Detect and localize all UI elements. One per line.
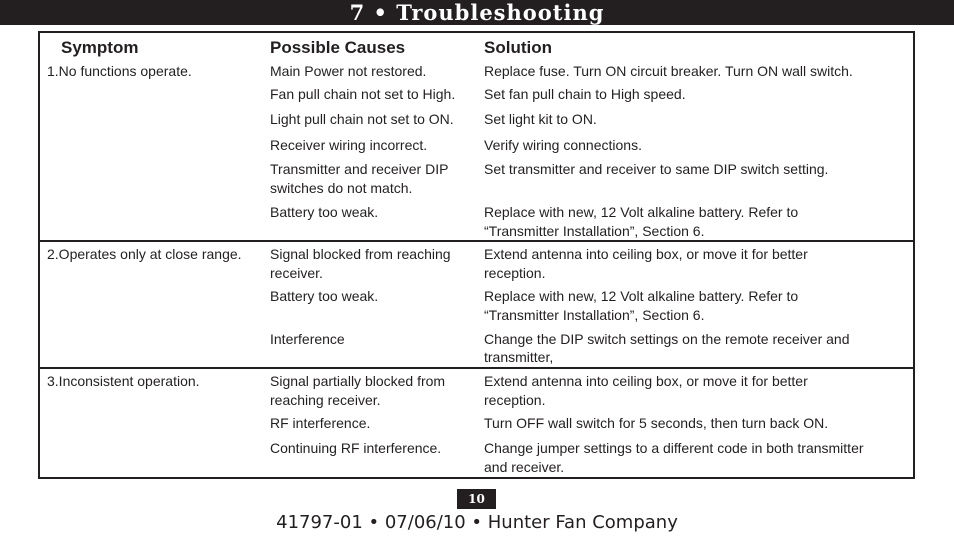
cause-cell: Battery too weak. <box>270 204 379 220</box>
solution-cell: Change the DIP switch settings on the remote receiver and <box>484 331 850 347</box>
solution-cell: Set fan pull chain to High speed. <box>484 86 686 102</box>
column-header-possible-causes: Possible Causes <box>270 38 406 57</box>
cause-cell: Main Power not restored. <box>270 63 427 79</box>
solution-cell: transmitter, <box>484 349 554 365</box>
solution-cell: “Transmitter Installation”, Section 6. <box>484 223 705 239</box>
cause-cell: receiver. <box>270 265 323 281</box>
cause-cell: Fan pull chain not set to High. <box>270 86 456 102</box>
page-number-badge: 10 <box>457 489 496 509</box>
solution-cell: Turn OFF wall switch for 5 seconds, then turn back ON. <box>484 415 829 431</box>
solution-cell: Replace with new, 12 Volt alkaline battery. Refer to <box>484 288 799 304</box>
cause-cell: Light pull chain not set to ON. <box>270 111 454 127</box>
group-divider <box>40 367 913 369</box>
cause-cell: RF interference. <box>270 415 371 431</box>
solution-cell: reception. <box>484 265 546 281</box>
cause-cell: reaching receiver. <box>270 392 381 408</box>
cause-cell: Receiver wiring incorrect. <box>270 137 428 153</box>
cause-cell: Signal partially blocked from <box>270 373 446 389</box>
cause-cell: Interference <box>270 331 345 347</box>
solution-cell: Set transmitter and receiver to same DIP switch setting. <box>484 161 829 177</box>
symptom-cell: 1.No functions operate. <box>47 63 192 79</box>
solution-cell: “Transmitter Installation”, Section 6. <box>484 307 705 323</box>
solution-cell: Extend antenna into ceiling box, or move it for better <box>484 373 808 389</box>
solution-cell: Set light kit to ON. <box>484 111 597 127</box>
solution-cell: Replace fuse. Turn ON circuit breaker. Turn ON wall switch. <box>484 63 853 79</box>
cause-cell: Continuing RF interference. <box>270 440 442 456</box>
cause-cell: switches do not match. <box>270 180 413 196</box>
solution-cell: reception. <box>484 392 546 408</box>
column-header-symptom: Symptom <box>61 38 139 57</box>
solution-cell: Extend antenna into ceiling box, or move it for better <box>484 246 808 262</box>
group-divider <box>40 240 913 242</box>
solution-cell: Replace with new, 12 Volt alkaline battery. Refer to <box>484 204 799 220</box>
symptom-cell: 2.Operates only at close range. <box>47 246 242 262</box>
solution-cell: and receiver. <box>484 459 565 475</box>
symptom-cell: 3.Inconsistent operation. <box>47 373 200 389</box>
solution-cell: Change jumper settings to a different code in both transmitter <box>484 440 864 456</box>
section-title: 7 • Troubleshooting <box>349 0 605 25</box>
cause-cell: Signal blocked from reaching <box>270 246 451 262</box>
cause-cell: Transmitter and receiver DIP <box>270 161 449 177</box>
document-footer: 41797-01 • 07/06/10 • Hunter Fan Company <box>276 512 678 533</box>
cause-cell: Battery too weak. <box>270 288 379 304</box>
column-header-solution: Solution <box>484 38 552 57</box>
section-header-bar <box>0 0 954 25</box>
troubleshooting-table <box>38 31 915 479</box>
solution-cell: Verify wiring connections. <box>484 137 642 153</box>
